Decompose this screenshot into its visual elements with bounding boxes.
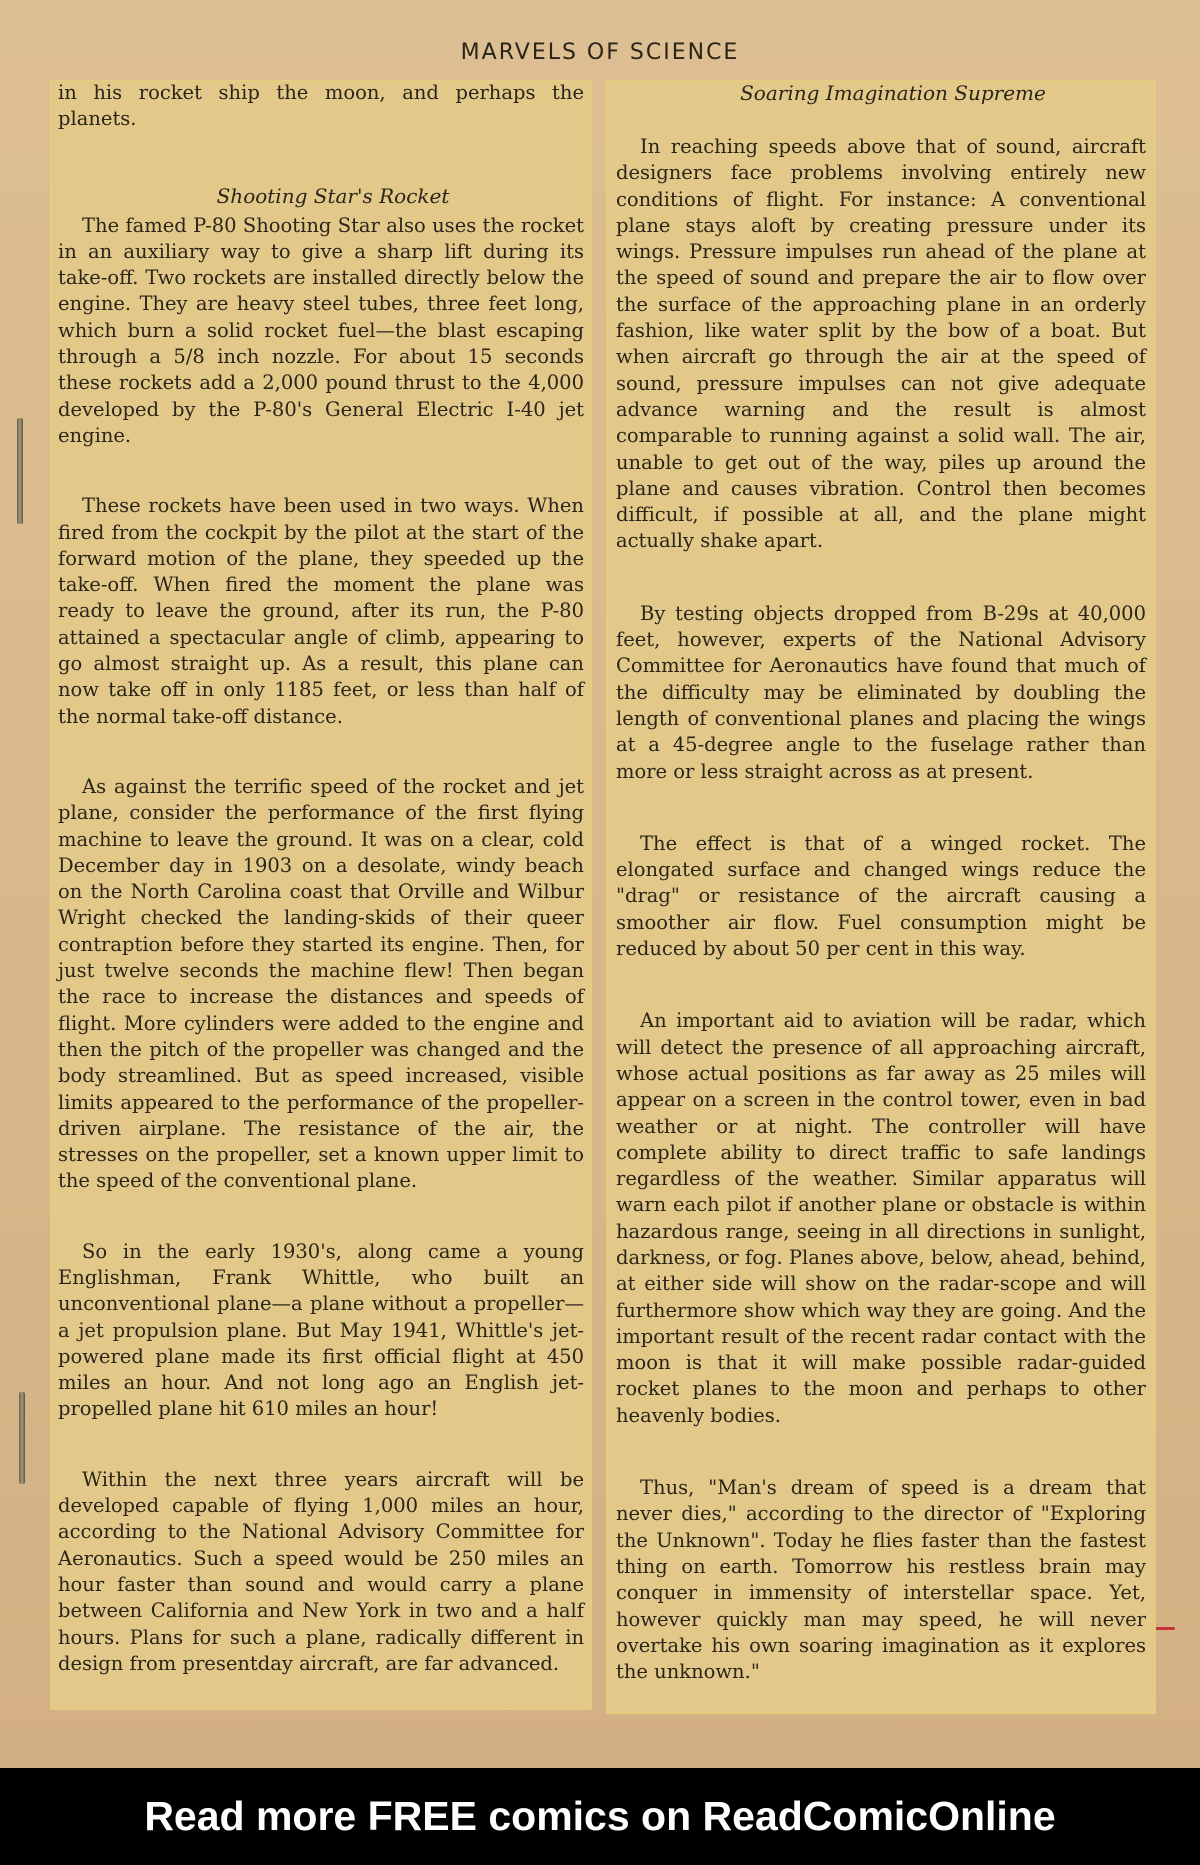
paragraph: Thus, "Man's dream of speed is a dream that never dies," according to the director of "Exploring the Unknown". Today he flies faster than the fastest thing on earth. Tomorrow his restless brain may conquer in immensity of interstellar space. Yet, however quickly man may speed, he will never overtake his own soaring imagination as it explores the unknown." [616,1476,1146,1684]
promo-banner[interactable] [0,1768,1200,1865]
left-column [50,80,592,1710]
red-pen-mark [1155,1627,1175,1630]
paragraph: The famed P-80 Shooting Star also uses the rocket in an auxiliary way to give a sharp lift during its take-off. Two rockets are installed directly below the engine. They are heavy steel tubes, three feet long, which burn a solid rocket fuel—the blast escaping through a 5/8 inch nozzle. For about 15 seconds these rockets add a 2,000 pound thrust to the 4,000 developed by the P-80's General Electric I-40 jet engine. [58,213,584,447]
staple-mark [17,418,23,524]
page-header: MARVELS OF SCIENCE [460,40,740,65]
subheading-soaring-imagination: Soaring Imagination Supreme [740,81,1046,105]
paragraph: Within the next three years aircraft will be developed capable of flying 1,000 miles an hour, according to the National Advisory Committee for Aeronautics. Such a speed would be 250 miles an hour faster than sound and would carry a plane between California and New York in two and a half hours. Plans for such a plane, radically different in design from presentday aircraft, are far advanced. [58,1467,584,1675]
paragraph: In reaching speeds above that of sound, aircraft designers face problems involving entirely new conditions of flight. For instance: A conventional plane stays aloft by creating pressure under its wings. Pressure impulses run ahead of the plane at the speed of sound and prepare the air to flow over the surface of the approaching plane in an orderly fashion, like water split by the bow of a boat. But when aircraft go through the air at the speed of sound, pressure impulses can not give adequate advance warning and the result is almost comparable to running against a solid wall. The air, unable to get out of the way, piles up around the plane and causes vibration. Control then becomes difficult, if possible at all, and the plane might actually shake apart. [616,135,1146,553]
right-column [606,80,1156,1714]
paragraph: These rockets have been used in two ways. When fired from the cockpit by the pilot at the start of the forward motion of the plane, they speeded up the take-off. When fired the moment the plane was ready to leave the ground, after its run, the P-80 attained a spectacular angle of climb, appearing to go almost straight up. As a result, this plane can now take off in only 1185 feet, or less than half of the normal take-off distance. [58,494,584,728]
intro-line: in his rocket ship the moon, and perhaps the planets. [58,81,584,131]
subheading-shooting-star: Shooting Star's Rocket [216,183,450,208]
paragraph: By testing objects dropped from B-29s at 40,000 feet, however, experts of the National Advisory Committee for Aeronautics have found that much of the difficulty may be eliminated by doubling the length of conventional planes and placing the wings at a 45-degree angle to the fuselage rather than more or less straight across as at present. [616,601,1146,783]
promo-banner-text[interactable]: Read more FREE comics on ReadComicOnline [144,1793,1056,1839]
paragraph: So in the early 1930's, along came a young Englishman, Frank Whittle, who built an unconventional plane—a plane without a propeller—a jet propulsion plane. But May 1941, Whittle's jet-powered plane made its first official flight at 450 miles an hour. And not long ago an English jet-propelled plane hit 610 miles an hour! [58,1239,584,1421]
paragraph: The effect is that of a winged rocket. The elongated surface and changed wings reduce the "drag" or resistance of the aircraft causing a smoother air flow. Fuel consumption might be reduced by about 50 per cent in this way. [616,831,1146,961]
paragraph: As against the terrific speed of the rocket and jet plane, consider the performance of the first flying machine to leave the ground. It was on a clear, cold December day in 1903 on a desolate, windy beach on the North Carolina coast that Orville and Wilbur Wright checked the landing-skids of their queer contraption before they started its engine. Then, for just twelve seconds the machine flew! Then began the race to increase the distances and speeds of flight. More cylinders were added to the engine and then the pitch of the propeller was changed and the body streamlined. But as speed increased, visible limits appeared to the performance of the propeller-driven airplane. The resistance of the air, the stresses on the propeller, set a known upper limit to the speed of the conventional plane. [58,774,584,1193]
paragraph: An important aid to aviation will be radar, which will detect the presence of all approaching aircraft, whose actual positions as far away as 25 miles will appear on a screen in the control tower, even in bad weather or at night. The controller will have complete ability to direct traffic to safe landings regardless of the weather. Similar apparatus will warn each pilot if another plane or obstacle is within hazardous range, seeing in all directions in sunlight, darkness, or fog. Planes above, below, ahead, behind, at either side will show on the radar-scope and will furthermore show which way they are going. And the important result of the recent radar contact with the moon is that it will make possible radar-guided rocket planes to the moon and perhaps to other heavenly bodies. [616,1009,1147,1427]
staple-mark [19,1392,25,1484]
